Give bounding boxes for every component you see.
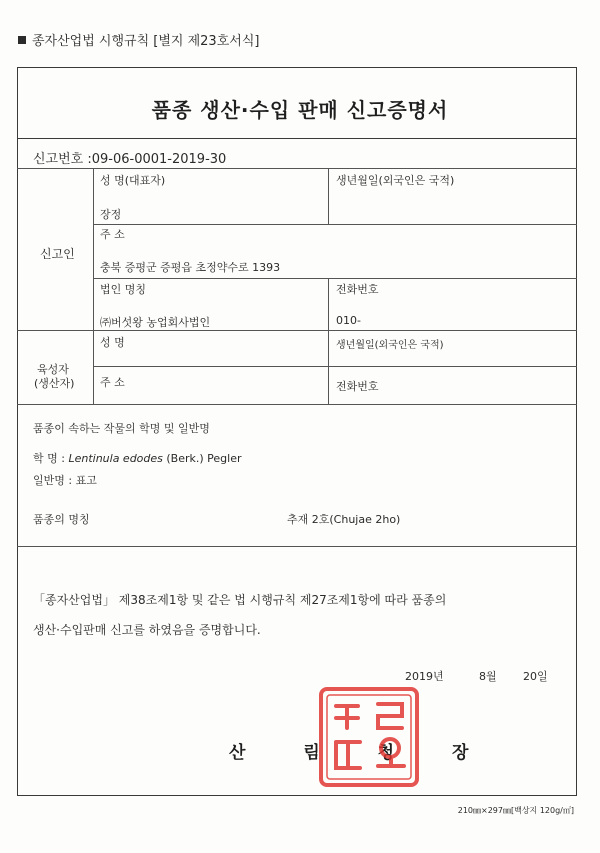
square-bullet-icon bbox=[18, 36, 26, 44]
reporter-corp-value: ㈜버섯왕 농업회사법인 bbox=[100, 316, 211, 329]
reporter-address-label: 주 소 bbox=[100, 228, 125, 241]
certification-line-1: 「종자산업법」 제38조제1항 및 같은 법 시행규칙 제27조제1항에 따라 품종의 bbox=[33, 593, 447, 607]
title-divider bbox=[17, 138, 577, 139]
reporter-row-divider-1 bbox=[93, 224, 577, 225]
breeder-section-sublabel: (생산자) bbox=[34, 377, 75, 390]
common-name: 일반명 : 표고 bbox=[33, 474, 97, 487]
form-reference: 종자산업법 시행규칙 [별지 제23호서식] bbox=[18, 30, 259, 49]
reporter-phone-label: 전화번호 bbox=[336, 283, 379, 296]
certification-divider bbox=[17, 546, 577, 547]
variety-value: 추재 2호(Chujae 2ho) bbox=[287, 513, 401, 526]
report-number: 신고번호 :09-06-0001-2019-30 bbox=[33, 152, 227, 167]
breeder-row-divider bbox=[93, 366, 577, 367]
scientific-name: 학 명 : Lentinula edodes (Berk.) Pegler bbox=[33, 452, 242, 465]
paper-spec: 210㎜×297㎜[백상지 120g/㎡] bbox=[457, 806, 574, 815]
breeder-section-label: 육성자 bbox=[37, 363, 69, 376]
official-seal bbox=[318, 686, 420, 788]
breeder-dob-label: 생년월일(외국인은 국적) bbox=[336, 340, 444, 351]
date-month: 8월 bbox=[479, 670, 497, 683]
reporter-section-label: 신고인 bbox=[40, 247, 75, 261]
crop-divider bbox=[17, 404, 577, 405]
certification-line-2: 생산·수입판매 신고를 하였음을 증명합니다. bbox=[33, 623, 261, 637]
breeder-name-label: 성 명 bbox=[100, 336, 125, 349]
reporter-name-value: 장정 bbox=[100, 208, 122, 221]
date-year: 2019년 bbox=[405, 670, 444, 683]
breeder-split bbox=[328, 330, 329, 404]
issuer-name: 산 림 청 장 bbox=[229, 743, 495, 763]
breeder-address-label: 주 소 bbox=[100, 376, 125, 389]
page-title: 품종 생산·수입 판매 신고증명서 bbox=[151, 98, 449, 122]
date-day: 20일 bbox=[523, 670, 548, 683]
crop-heading: 품종이 속하는 작물의 학명 및 일반명 bbox=[33, 422, 210, 435]
reporter-address-value: 충북 증평군 증평읍 초정약수로 1393 bbox=[100, 261, 281, 274]
report-divider bbox=[17, 168, 577, 169]
reporter-row-divider-2 bbox=[93, 278, 577, 279]
breeder-phone-label: 전화번호 bbox=[336, 380, 379, 393]
section-label-divider bbox=[93, 168, 94, 404]
reporter-phone-value: 010- bbox=[336, 314, 361, 327]
reporter-corp-label: 법인 명칭 bbox=[100, 283, 147, 296]
variety-label: 품종의 명칭 bbox=[33, 513, 90, 526]
scientific-name-italic: Lentinula edodes bbox=[68, 452, 163, 465]
reporter-name-label: 성 명(대표자) bbox=[100, 174, 166, 187]
reporter-dob-label: 생년월일(외국인은 국적) bbox=[336, 174, 455, 187]
breeder-divider bbox=[17, 330, 577, 331]
reporter-name-split bbox=[328, 168, 329, 224]
reporter-corp-split bbox=[328, 278, 329, 330]
